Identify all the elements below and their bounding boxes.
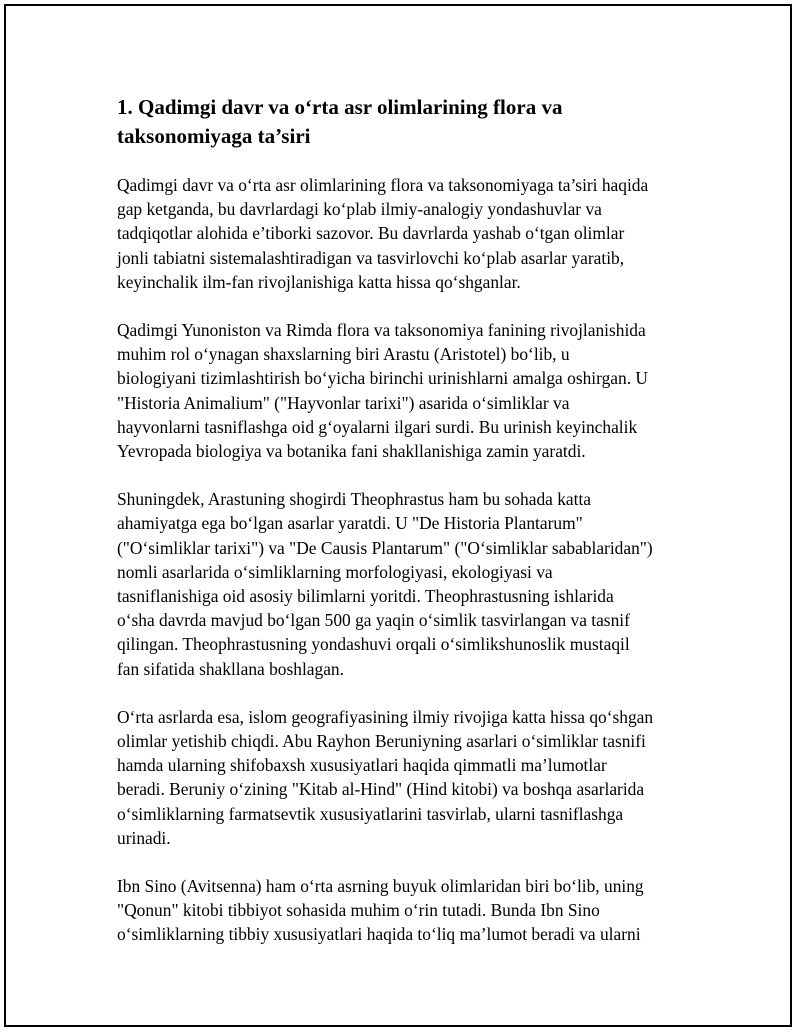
heading-line: taksonomiyaga ta’siri: [117, 124, 311, 148]
text-line: "Historia Animalium" ("Hayvonlar tarixi") asarida o‘simliklar va: [117, 392, 570, 413]
text-line: keyinchalik ilm-fan rivojlanishiga katta hissa qo‘shganlar.: [117, 271, 521, 292]
text-line: Yevropada biologiya va botanika fani shakllanishiga zamin yaratdi.: [117, 441, 586, 462]
text-line: hamda ularning shifobaxsh xususiyatlari haqida qimmatli ma’lumotlar: [117, 755, 607, 776]
text-line: tasniflanishiga oid asosiy bilimlarni yoritdi. Theophrastusning ishlarida: [117, 586, 614, 607]
text-line: ahamiyatga ega bo‘lgan asarlar yaratdi. U "De Historia Plantarum": [117, 513, 583, 534]
paragraph-ibn-sino: [113, 874, 693, 947]
text-line: beradi. Beruniy o‘zining "Kitab al-Hind" (Hind kitobi) va boshqa asarlarida: [117, 779, 645, 800]
text-line: Qadimgi Yunoniston va Rimda flora va taksonomiya fanining rivojlanishida: [117, 320, 646, 341]
text-line: biologiyani tizimlashtirish bo‘yicha birinchi urinishlarni amalga oshirgan. U: [117, 368, 648, 389]
section-heading: [113, 93, 693, 151]
text-line: muhim rol o‘ynagan shaxslarning biri Arastu (Aristotel) bo‘lib, u: [117, 344, 570, 365]
text-line: hayvonlarni tasniflashga oid g‘oyalarni ilgari surdi. Bu urinish keyinchalik: [117, 416, 638, 437]
text-line: o‘simliklarning tibbiy xususiyatlari haqida to‘liq ma’lumot beradi va ularni: [117, 924, 641, 945]
text-line: gap ketganda, bu davrlardagi ko‘plab ilmiy-analogiy yondashuvlar va: [117, 199, 602, 220]
text-line: O‘rta asrlarda esa, islom geografiyasining ilmiy rivojiga katta hissa qo‘shgan: [117, 706, 654, 727]
text-line: nomli asarlarida o‘simliklarning morfologiyasi, ekologiyasi va: [117, 561, 553, 582]
text-line: o‘sha davrda mavjud bo‘lgan 500 ga yaqin o‘simlik tasvirlangan va tasnif: [117, 610, 630, 631]
paragraph-theophrastus: [113, 487, 693, 681]
text-line: fan sifatida shakllana boshlagan.: [117, 658, 344, 679]
text-line: "Qonun" kitobi tibbiyot sohasida muhim o‘rin tutadi. Bunda Ibn Sino: [117, 900, 600, 921]
text-line: tadqiqotlar alohida e’tiborki sazovor. Bu davrlarda yashab o‘tgan olimlar: [117, 223, 625, 244]
paragraph-intro: [113, 173, 693, 294]
text-line: ("O‘simliklar tarixi") va "De Causis Plantarum" ("O‘simliklar sabablaridan"): [117, 537, 653, 558]
heading-line: 1. Qadimgi davr va o‘rta asr olimlarining flora va: [117, 95, 563, 119]
text-line: jonli tabiatni sistemalashtiradigan va tasvirlovchi ko‘plab asarlar yaratib,: [117, 247, 625, 268]
text-line: Ibn Sino (Avitsenna) ham o‘rta asrning buyuk olimlaridan biri bo‘lib, uning: [117, 876, 644, 897]
text-line: Shuningdek, Arastuning shogirdi Theophrastus ham bu sohada katta: [117, 489, 591, 510]
text-line: urinadi.: [117, 827, 171, 848]
paragraph-aristotle: [113, 318, 693, 463]
text-line: olimlar yetishib chiqdi. Abu Rayhon Beruniyning asarlari o‘simliklar tasnifi: [117, 731, 646, 752]
text-line: Qadimgi davr va o‘rta asr olimlarining flora va taksonomiyaga ta’siri haqida: [117, 175, 649, 195]
paragraph-beruniy: [113, 705, 693, 850]
text-line: qilingan. Theophrastusning yondashuvi orqali o‘simlikshunoslik mustaqil: [117, 634, 630, 655]
text-line: o‘simliklarning farmatsevtik xususiyatlarini tasvirlab, ularni tasniflashga: [117, 803, 624, 824]
document-body: [113, 93, 693, 971]
